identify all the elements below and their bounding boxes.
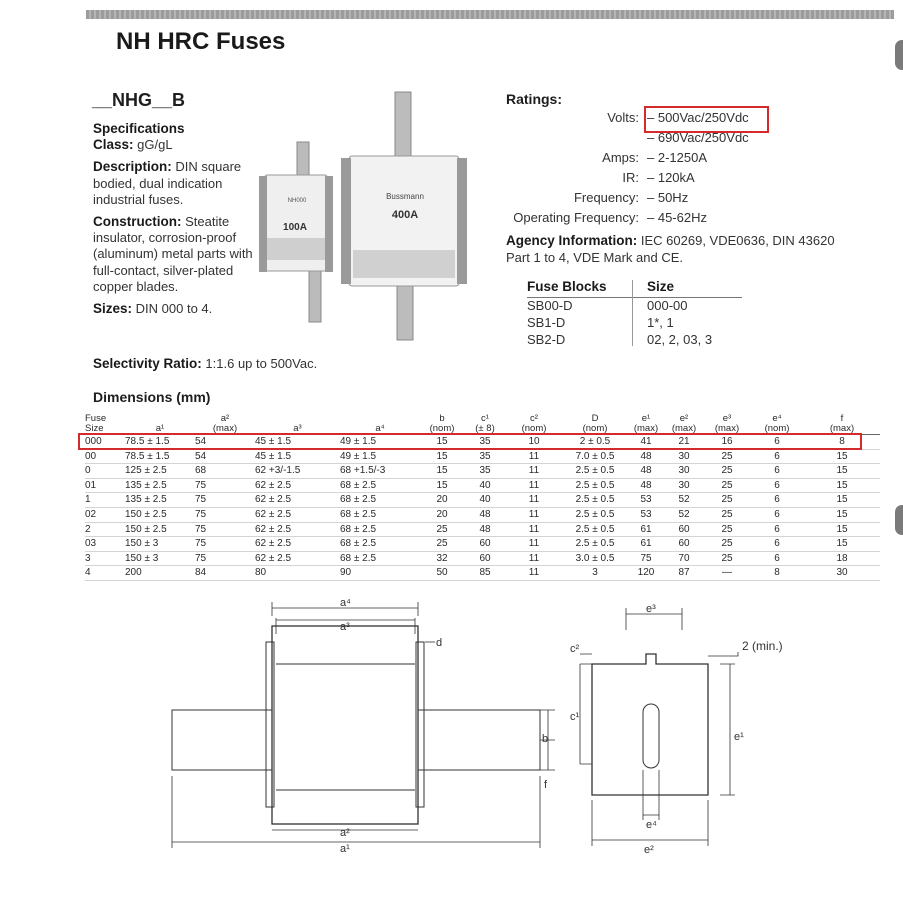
header-bar — [86, 10, 894, 19]
front-view — [580, 608, 738, 846]
table-cell: 15 — [420, 449, 464, 464]
table-cell: 15 — [420, 464, 464, 479]
rating-label: Frequency: — [573, 190, 639, 205]
table-cell: 2.5 ± 0.5 — [562, 493, 628, 508]
dim-header-unit: (max) — [212, 423, 238, 434]
label-a1: a¹ — [340, 843, 350, 855]
table-cell: 75 — [195, 507, 255, 522]
dim-header-symbol: a¹ — [155, 423, 165, 434]
large-fuse-brand: Bussmann — [386, 192, 424, 201]
table-cell: 87 — [664, 566, 704, 581]
rating-label: Amps: — [602, 150, 639, 165]
table-cell: 6 — [750, 478, 804, 493]
table-cell: 03 — [85, 537, 125, 552]
table-cell: 48 — [628, 478, 664, 493]
dim-header-cell — [125, 412, 195, 435]
fuse-blocks-table — [527, 279, 742, 349]
table-cell: 20 — [420, 507, 464, 522]
row-000-highlight — [78, 433, 862, 450]
table-cell: 120 — [628, 566, 664, 581]
table-cell: 75 — [628, 551, 664, 566]
table-cell: 135 ± 2.5 — [125, 478, 195, 493]
dim-header-cell — [85, 412, 125, 435]
table-cell: 62 ± 2.5 — [255, 522, 340, 537]
label-b: b — [542, 733, 549, 745]
table-cell: 15 — [804, 493, 880, 508]
rating-row — [503, 150, 833, 169]
dim-header-cell — [464, 412, 506, 435]
table-cell: 80 — [255, 566, 340, 581]
table-row — [85, 551, 880, 566]
label-a3: a³ — [340, 621, 350, 633]
table-cell: 62 ± 2.5 — [255, 478, 340, 493]
fuse-blocks-header: Fuse Blocks — [527, 279, 607, 294]
table-cell: 6 — [750, 449, 804, 464]
table-cell: 7.0 ± 0.5 — [562, 449, 628, 464]
table-cell: 20 — [420, 493, 464, 508]
fuse-block-size: 1*, 1 — [647, 315, 674, 330]
table-cell: 6 — [750, 537, 804, 552]
table-cell: 75 — [195, 522, 255, 537]
table-cell: 60 — [664, 537, 704, 552]
rating-value: – 690Vac/250Vdc — [647, 130, 749, 145]
fuse-photo — [255, 90, 485, 345]
table-cell: 41 — [628, 435, 664, 450]
sizes-label: Sizes: — [93, 301, 133, 317]
fuse-block-name: SB2-D — [527, 332, 566, 347]
dim-header-symbol: e¹ — [641, 413, 651, 424]
table-cell: 3 — [562, 566, 628, 581]
side-view — [172, 602, 555, 848]
table-cell: 62 +3/-1.5 — [255, 464, 340, 479]
table-cell: 54 — [195, 435, 255, 450]
table-cell: 25 — [704, 478, 750, 493]
dim-header-symbol: e⁴ — [772, 413, 782, 424]
table-cell: 62 ± 2.5 — [255, 551, 340, 566]
table-cell: 25 — [704, 537, 750, 552]
table-cell: 45 ± 1.5 — [255, 435, 340, 450]
binder-hole — [895, 40, 903, 70]
table-cell: 02 — [85, 507, 125, 522]
table-cell: 30 — [664, 464, 704, 479]
table-cell: 15 — [804, 537, 880, 552]
ratings-heading: Ratings: — [506, 91, 562, 107]
table-cell: 15 — [420, 478, 464, 493]
table-cell: 68 +1.5/-3 — [340, 464, 420, 479]
fuse-blocks-divider — [632, 280, 633, 346]
table-cell: 2.5 ± 0.5 — [562, 478, 628, 493]
construction-label: Construction: — [93, 214, 182, 230]
dim-header-unit: (± 8) — [475, 423, 495, 434]
fuse-block-size: 02, 2, 03, 3 — [647, 332, 713, 347]
table-cell: 60 — [464, 537, 506, 552]
table-cell: 2.5 ± 0.5 — [562, 537, 628, 552]
table-cell: 32 — [420, 551, 464, 566]
table-row — [85, 566, 880, 581]
table-cell: 200 — [125, 566, 195, 581]
table-cell: 15 — [804, 478, 880, 493]
dim-header-unit: (max) — [633, 423, 659, 434]
table-cell: 60 — [664, 522, 704, 537]
small-fuse-rating: 100A — [283, 222, 307, 233]
table-cell: 48 — [464, 522, 506, 537]
table-cell: 68 ± 2.5 — [340, 478, 420, 493]
table-cell: 11 — [506, 493, 562, 508]
table-cell: 68 ± 2.5 — [340, 507, 420, 522]
dim-header-cell — [628, 412, 664, 435]
fuse-block-name: SB00-D — [527, 298, 573, 313]
description-text: DIN square bodied, dual indication industrial fuses. — [93, 159, 242, 207]
table-cell: 10 — [506, 435, 562, 450]
dim-header-symbol: e² — [679, 413, 689, 424]
class-label: Class: — [93, 137, 134, 153]
table-cell: 150 ± 2.5 — [125, 507, 195, 522]
table-cell: 11 — [506, 449, 562, 464]
label-a2: a² — [340, 827, 350, 839]
size-header: Size — [647, 279, 675, 294]
dim-header-unit: (nom) — [429, 423, 455, 434]
table-cell: 62 ± 2.5 — [255, 507, 340, 522]
table-cell: 50 — [420, 566, 464, 581]
dim-header-unit: Size — [85, 423, 104, 434]
dim-header-cell — [195, 412, 255, 435]
table-cell: 2 — [85, 522, 125, 537]
table-cell: 11 — [506, 566, 562, 581]
dim-header-cell — [420, 412, 464, 435]
dim-header-unit: (nom) — [521, 423, 547, 434]
rating-row — [503, 170, 833, 189]
table-cell: 4 — [85, 566, 125, 581]
dim-header-symbol: D — [591, 413, 599, 424]
rating-value: – 45-62Hz — [647, 210, 707, 225]
table-cell: 11 — [506, 551, 562, 566]
label-e2: e² — [644, 844, 654, 855]
table-cell: 8 — [804, 435, 880, 450]
dim-header-cell — [562, 412, 628, 435]
table-cell: 30 — [804, 566, 880, 581]
table-cell: 68 — [195, 464, 255, 479]
construction-text: Steatite insulator, corrosion-proof (aluminum) metal parts with full-contact, silver-plated copper blades. — [93, 214, 253, 294]
dim-header-unit: (nom) — [582, 423, 608, 434]
table-cell: 68 ± 2.5 — [340, 522, 420, 537]
table-cell: 3 — [85, 551, 125, 566]
table-cell: 25 — [420, 537, 464, 552]
table-cell: 62 ± 2.5 — [255, 537, 340, 552]
dim-header-cell — [704, 412, 750, 435]
dim-header-cell — [664, 412, 704, 435]
dim-header-symbol: e³ — [722, 413, 732, 424]
table-cell: 49 ± 1.5 — [340, 435, 420, 450]
table-cell: 68 ± 2.5 — [340, 551, 420, 566]
table-cell: 68 ± 2.5 — [340, 537, 420, 552]
table-cell: 54 — [195, 449, 255, 464]
table-cell: 150 ± 3 — [125, 551, 195, 566]
table-cell: 61 — [628, 537, 664, 552]
table-cell: 1 — [85, 493, 125, 508]
rating-row — [503, 190, 833, 209]
dim-header-cell — [804, 412, 880, 435]
dim-header-unit: (nom) — [764, 423, 790, 434]
table-cell: 11 — [506, 522, 562, 537]
table-cell: 135 ± 2.5 — [125, 493, 195, 508]
dim-header-symbol: a² — [220, 413, 230, 424]
table-cell: 25 — [704, 449, 750, 464]
dim-header-cell — [506, 412, 562, 435]
label-d: d — [436, 637, 443, 649]
dim-header-unit: (max) — [714, 423, 740, 434]
table-row — [85, 493, 880, 508]
table-cell: 15 — [804, 507, 880, 522]
table-cell: 78.5 ± 1.5 — [125, 449, 195, 464]
dim-header-symbol: c¹ — [481, 413, 489, 424]
table-cell: 2.5 ± 0.5 — [562, 507, 628, 522]
rating-value: – 500Vac/250Vdc — [647, 110, 749, 125]
table-cell: 25 — [704, 464, 750, 479]
table-cell: 18 — [804, 551, 880, 566]
dim-header-cell — [750, 412, 804, 435]
label-f: f — [544, 779, 548, 791]
dimensions-heading: Dimensions (mm) — [93, 389, 211, 405]
table-cell: 90 — [340, 566, 420, 581]
table-cell: 61 — [628, 522, 664, 537]
dim-header-unit: (max) — [671, 423, 697, 434]
table-cell: 52 — [664, 507, 704, 522]
table-cell: 53 — [628, 493, 664, 508]
sizes-text: DIN 000 to 4. — [135, 301, 213, 317]
label-c1: c¹ — [570, 711, 580, 723]
table-cell: 75 — [195, 537, 255, 552]
table-cell: 6 — [750, 493, 804, 508]
table-cell: 2 ± 0.5 — [562, 435, 628, 450]
selectivity-text: 1:1.6 up to 500Vac. — [205, 356, 318, 371]
table-cell: 15 — [804, 522, 880, 537]
table-cell: 11 — [506, 537, 562, 552]
table-cell: 25 — [704, 551, 750, 566]
product-code: __NHG__B — [92, 90, 186, 110]
selectivity — [93, 356, 393, 372]
rating-value: – 120kA — [647, 170, 695, 185]
small-fuse-brand: NH000 — [287, 198, 307, 204]
table-cell: 150 ± 3 — [125, 537, 195, 552]
table-cell: 85 — [464, 566, 506, 581]
dim-header-symbol: Fuse — [85, 413, 107, 424]
rating-value: – 50Hz — [647, 190, 689, 205]
table-cell: 30 — [664, 449, 704, 464]
table-cell: 2.5 ± 0.5 — [562, 522, 628, 537]
table-cell: 11 — [506, 478, 562, 493]
selectivity-label: Selectivity Ratio: — [93, 356, 202, 371]
agency-information — [506, 232, 886, 266]
dim-header-unit: (max) — [829, 423, 855, 434]
dim-header-symbol: a³ — [293, 423, 302, 434]
dim-header-symbol: b — [439, 413, 445, 424]
table-cell: 48 — [628, 449, 664, 464]
table-cell: 6 — [750, 551, 804, 566]
table-cell: 01 — [85, 478, 125, 493]
label-c2: c² — [570, 643, 580, 655]
agency-text: IEC 60269, VDE0636, DIN 43620 — [640, 233, 835, 248]
table-cell: 30 — [664, 478, 704, 493]
rating-label: IR: — [622, 170, 639, 185]
table-cell: 40 — [464, 493, 506, 508]
table-cell: 0 — [85, 464, 125, 479]
table-cell: 49 ± 1.5 — [340, 449, 420, 464]
table-cell: — — [704, 566, 750, 581]
specs-heading: Specifications — [93, 121, 185, 136]
table-cell: 60 — [464, 551, 506, 566]
rating-label: Operating Frequency: — [513, 210, 639, 225]
large-fuse-rating: 400A — [391, 209, 419, 221]
table-cell: 75 — [195, 493, 255, 508]
table-cell: 000 — [85, 435, 125, 450]
dim-header-cell — [340, 412, 420, 435]
label-e1: e¹ — [734, 731, 744, 743]
table-cell: 68 ± 2.5 — [340, 493, 420, 508]
description-label: Description: — [93, 159, 172, 175]
agency-text-2: Part 1 to 4, VDE Mark and CE. — [506, 250, 684, 265]
label-a4: a⁴ — [340, 597, 351, 609]
table-cell: 75 — [195, 478, 255, 493]
rating-value: – 2-1250A — [647, 150, 707, 165]
table-cell: 15 — [420, 435, 464, 450]
table-cell: 6 — [750, 507, 804, 522]
table-cell: 6 — [750, 464, 804, 479]
table-cell: 75 — [195, 551, 255, 566]
table-cell: 15 — [804, 464, 880, 479]
class-value: gG/gL — [137, 137, 173, 153]
binder-hole — [895, 505, 903, 535]
table-cell: 84 — [195, 566, 255, 581]
agency-label: Agency Information: — [506, 233, 638, 248]
dim-header-cell — [255, 412, 340, 435]
table-cell: 2.5 ± 0.5 — [562, 464, 628, 479]
rating-row — [503, 210, 833, 229]
table-cell: 70 — [664, 551, 704, 566]
rating-label: Volts: — [607, 110, 639, 125]
dimensions-header-row — [85, 412, 880, 435]
table-cell: 150 ± 2.5 — [125, 522, 195, 537]
page-title: NH HRC Fuses — [116, 28, 286, 55]
table-cell: 15 — [804, 449, 880, 464]
table-cell: 00 — [85, 449, 125, 464]
specifications — [93, 121, 258, 323]
table-row — [85, 478, 880, 493]
table-cell: 125 ± 2.5 — [125, 464, 195, 479]
table-row — [85, 507, 880, 522]
table-row — [85, 464, 880, 479]
table-cell: 8 — [750, 566, 804, 581]
table-cell: 40 — [464, 478, 506, 493]
table-cell: 11 — [506, 507, 562, 522]
table-cell: 21 — [664, 435, 704, 450]
fuse-block-name: SB1-D — [527, 315, 566, 330]
table-cell: 25 — [704, 522, 750, 537]
table-row — [85, 522, 880, 537]
table-cell: 35 — [464, 435, 506, 450]
table-row — [85, 449, 880, 464]
table-row — [85, 537, 880, 552]
table-cell: 16 — [704, 435, 750, 450]
table-cell: 35 — [464, 449, 506, 464]
table-cell: 11 — [506, 464, 562, 479]
fuse-block-size: 000-00 — [647, 298, 688, 313]
label-e4: e⁴ — [646, 819, 657, 831]
table-cell: 48 — [464, 507, 506, 522]
dim-header-symbol: c² — [530, 413, 538, 424]
table-cell: 48 — [628, 464, 664, 479]
table-cell: 45 ± 1.5 — [255, 449, 340, 464]
volts-highlight — [644, 106, 769, 133]
table-cell: 25 — [704, 493, 750, 508]
dim-header-symbol: a⁴ — [375, 423, 385, 434]
table-cell: 6 — [750, 435, 804, 450]
table-cell: 25 — [704, 507, 750, 522]
table-cell: 25 — [420, 522, 464, 537]
dimension-drawing — [160, 590, 810, 855]
table-cell: 62 ± 2.5 — [255, 493, 340, 508]
label-e3: e³ — [646, 603, 656, 615]
table-cell: 3.0 ± 0.5 — [562, 551, 628, 566]
table-cell: 52 — [664, 493, 704, 508]
table-cell: 78.5 ± 1.5 — [125, 435, 195, 450]
table-cell: 35 — [464, 464, 506, 479]
label-min: 2 (min.) — [742, 639, 783, 653]
table-cell: 6 — [750, 522, 804, 537]
dim-header-symbol: f — [840, 413, 844, 424]
table-cell: 53 — [628, 507, 664, 522]
